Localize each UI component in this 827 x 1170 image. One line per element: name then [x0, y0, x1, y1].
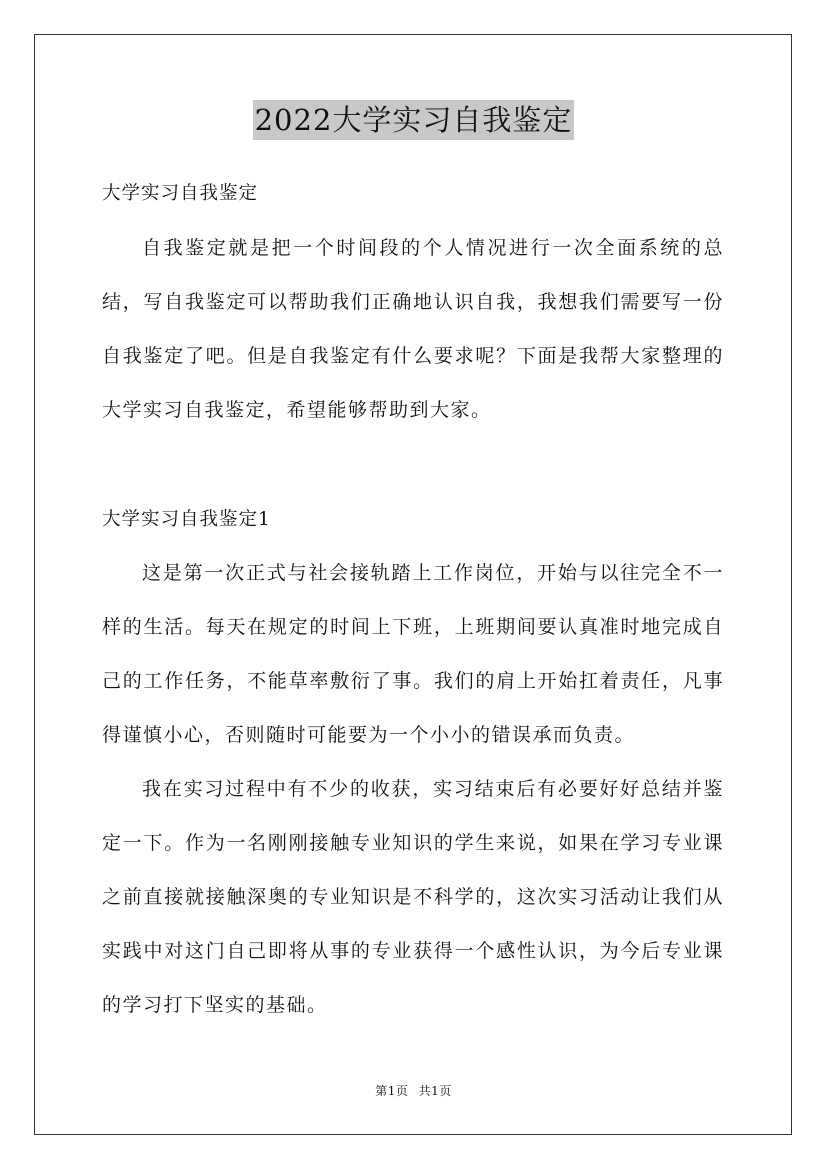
page-total: 共1页 [418, 1084, 452, 1098]
intro-heading: 大学实习自我鉴定 [102, 183, 259, 204]
section1-heading: 大学实习自我鉴定1 [102, 509, 271, 530]
page-footer [0, 1083, 827, 1099]
section1-paragraph-1: 这是第一次正式与社会接轨踏上工作岗位，开始与以往完全不一样的生活。每天在规定的时间上下班，上班期间要认真准时地完成自己的工作任务，不能草率敷衍了事。我们的肩上开始扛着责任，凡事得谨慎小心，否则随时可能要为一个小小的错误承而负责。 [102, 562, 724, 746]
page-number: 第1页 [375, 1084, 409, 1098]
section1-paragraph-2: 我在实习过程中有不少的收获，实习结束后有必要好好总结并鉴定一下。作为一名刚刚接触专业知识的学生来说，如果在学习专业课之前直接就接触深奥的专业知识是不科学的，这次实习活动让我们从实践中对这门自己即将从事的专业获得一个感性认识，为今后专业课的学习打下坚实的基础。 [102, 778, 724, 1016]
document-title: 2022大学实习自我鉴定 [253, 100, 575, 140]
intro-paragraph: 自我鉴定就是把一个时间段的个人情况进行一次全面系统的总结，写自我鉴定可以帮助我们正确地认识自我，我想我们需要写一份自我鉴定了吧。但是自我鉴定有什么要求呢？下面是我帮大家整理的大学实习自我鉴定，希望能够帮助到大家。 [102, 237, 724, 421]
title-container [0, 100, 827, 140]
